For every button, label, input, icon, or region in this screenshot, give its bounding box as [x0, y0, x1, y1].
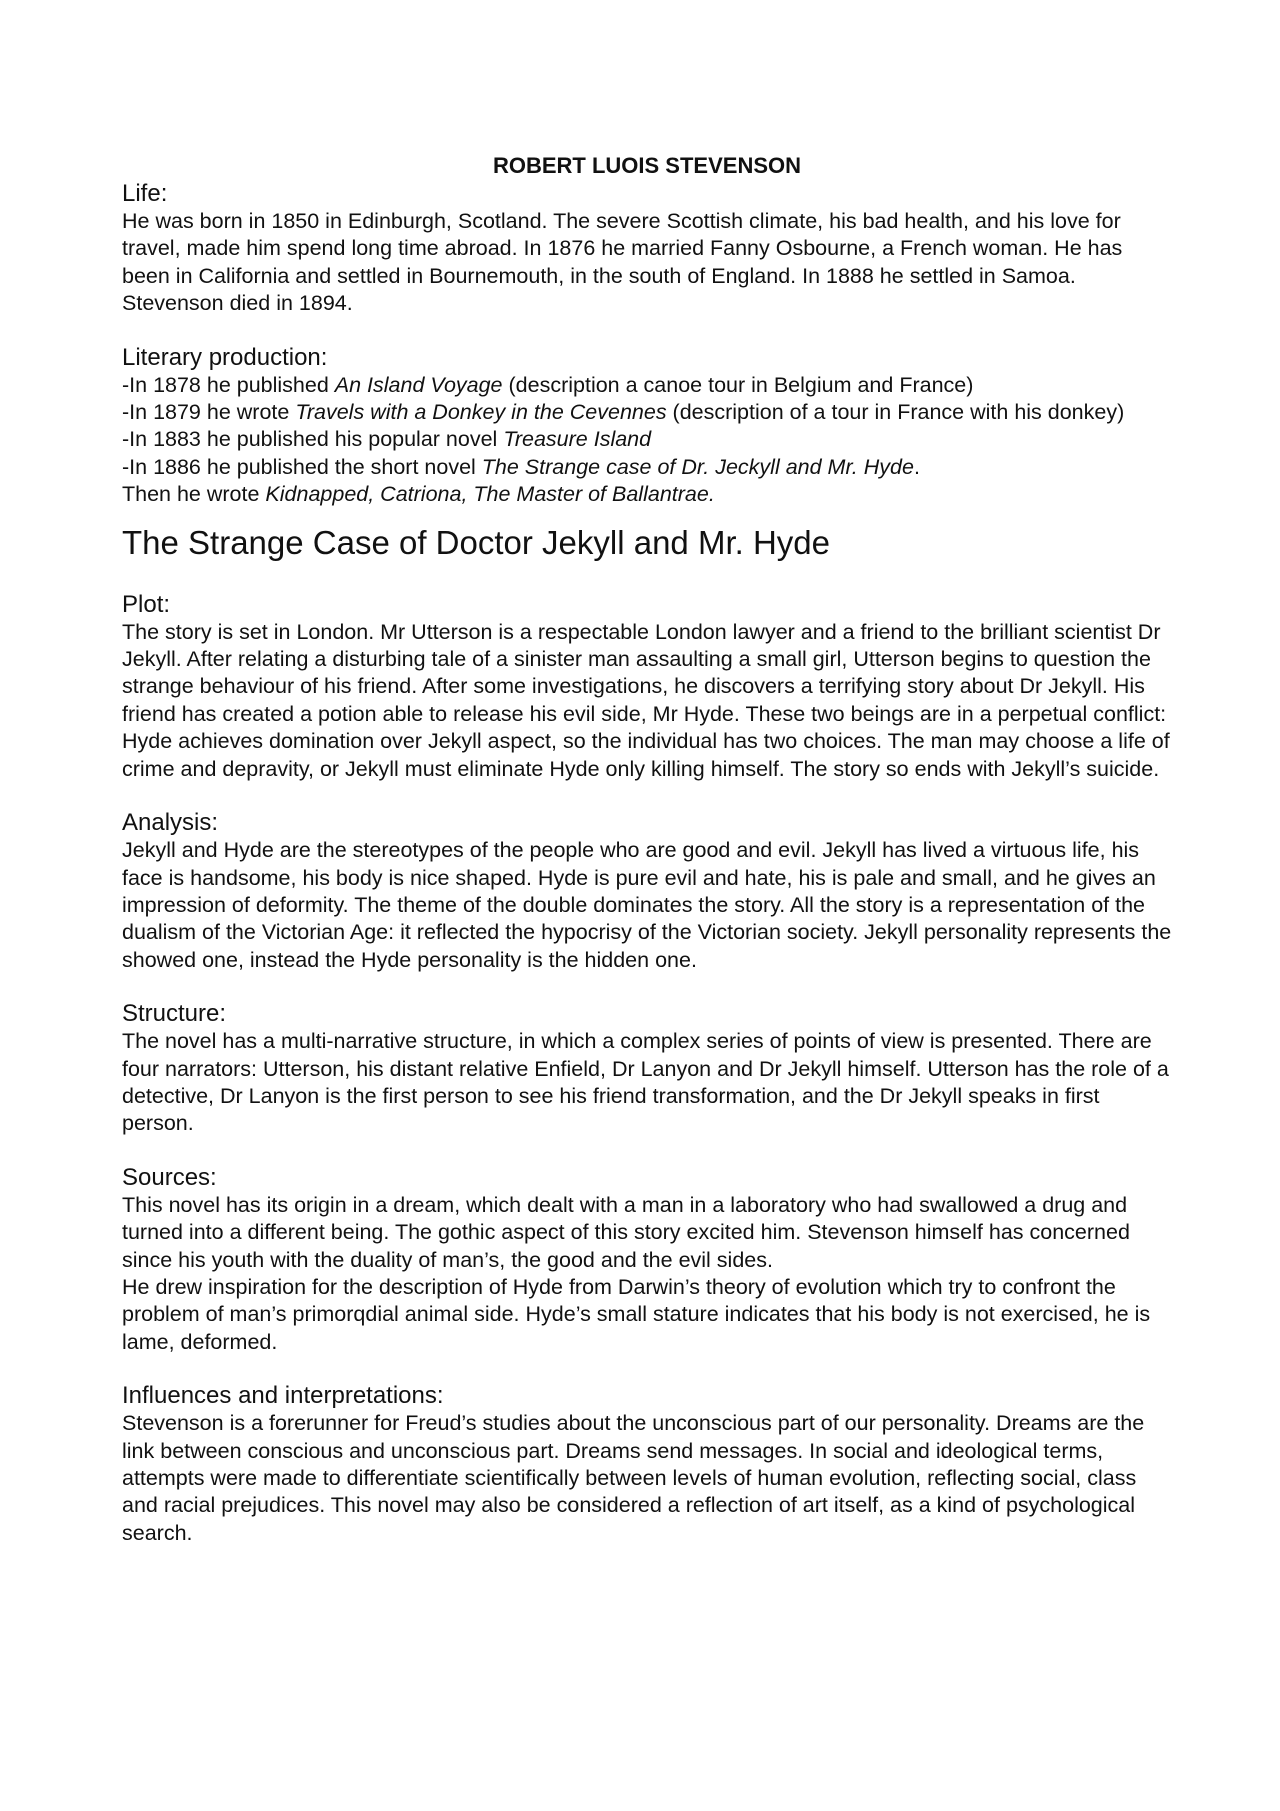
- structure-heading: Structure:: [122, 1000, 227, 1028]
- literary-item: -In 1878 he published An Island Voyage (description a canoe tour in Belgium and France): [122, 372, 974, 397]
- literary-item: Then he wrote Kidnapped, Catriona, The Master of Ballantrae.: [122, 482, 715, 507]
- literary-heading: Literary production:: [122, 343, 328, 371]
- influences-heading: Influences and interpretations:: [122, 1382, 444, 1410]
- literary-item: -In 1883 he published his popular novel Treasure Island: [122, 427, 652, 452]
- life-paragraph: He was born in 1850 in Edinburgh, Scotland. The severe Scottish climate, his bad health, and his love for travel, made him spend long time abroad. In 1876 he married Fanny Osbourne, a French woman. He has been in California and settled in Bournemouth, in the south of England. In 1888 he settled in Samoa. Stevenson died in 1894.: [122, 209, 1123, 316]
- novel-title: The Strange Case of Doctor Jekyll and Mr. Hyde: [122, 523, 830, 561]
- sources-paragraph-2: He drew inspiration for the description of Hyde from Darwin’s theory of evolution which try to confront the problem of man’s primorqdial animal side. Hyde’s small stature indicates that his body is not exercised, he is lame, deformed.: [122, 1274, 1151, 1354]
- document-page: [122, 152, 1172, 1547]
- analysis-paragraph: Jekyll and Hyde are the stereotypes of the people who are good and evil. Jekyll has lived a virtuous life, his face is handsome, his body is nice shaped. Hyde is pure evil and hate, his is pale and small, and he gives an impression of deformity. The theme of the double dominates the story. All the story is a representation of the dualism of the Victorian Age: it reflected the hypocrisy of the Victorian society. Jekyll personality represents the showed one, instead the Hyde personality is the hidden one.: [122, 838, 1172, 972]
- plot-paragraph: The story is set in London. Mr Utterson is a respectable London lawyer and a friend to the brilliant scientist Dr Jekyll. After relating a disturbing tale of a sinister man assaulting a small girl, Utterson begins to question the strange behaviour of his friend. After some investigations, he discovers a terrifying story about Dr Jekyll. His friend has created a potion able to release his evil side, Mr Hyde. These two beings are in a perpetual conflict: Hyde achieves domination over Jekyll aspect, so the individual has two choices. The man may choose a life of crime and depravity, or Jekyll must eliminate Hyde only killing himself. The story so ends with Jekyll’s suicide.: [122, 619, 1170, 781]
- literary-item: -In 1886 he published the short novel The Strange case of Dr. Jeckyll and Mr. Hyde.: [122, 454, 920, 479]
- life-heading: Life:: [122, 180, 168, 207]
- literary-item: -In 1879 he wrote Travels with a Donkey in the Cevennes (description of a tour in France with his donkey): [122, 400, 1125, 425]
- sources-heading: Sources:: [122, 1163, 217, 1191]
- sources-paragraph-1: This novel has its origin in a dream, which dealt with a man in a laboratory who had swallowed a drug and turned into a different being. The gothic aspect of this story excited him. Stevenson himself has concerned since his youth with the duality of man’s, the good and the evil sides.: [122, 1192, 1130, 1272]
- influences-paragraph: Stevenson is a forerunner for Freud’s studies about the unconscious part of our personality. Dreams are the link between conscious and unconscious part. Dreams send messages. In social and ideological terms, attempts were made to differentiate scientifically between levels of human evolution, reflecting social, class and racial prejudices. This novel may also be considered a reflection of art itself, as a kind of psychological search.: [122, 1411, 1145, 1545]
- document-title: ROBERT LUOIS STEVENSON: [492, 153, 802, 178]
- analysis-heading: Analysis:: [122, 809, 219, 837]
- structure-paragraph: The novel has a multi-narrative structure, in which a complex series of points of view is presented. There are four narrators: Utterson, his distant relative Enfield, Dr Lanyon and Dr Jekyll himself. Utterson has the role of a detective, Dr Lanyon is the first person to see his friend transformation, and the Dr Jekyll speaks in first person.: [122, 1029, 1169, 1136]
- literary-list: [122, 372, 1172, 509]
- plot-heading: Plot:: [122, 590, 171, 618]
